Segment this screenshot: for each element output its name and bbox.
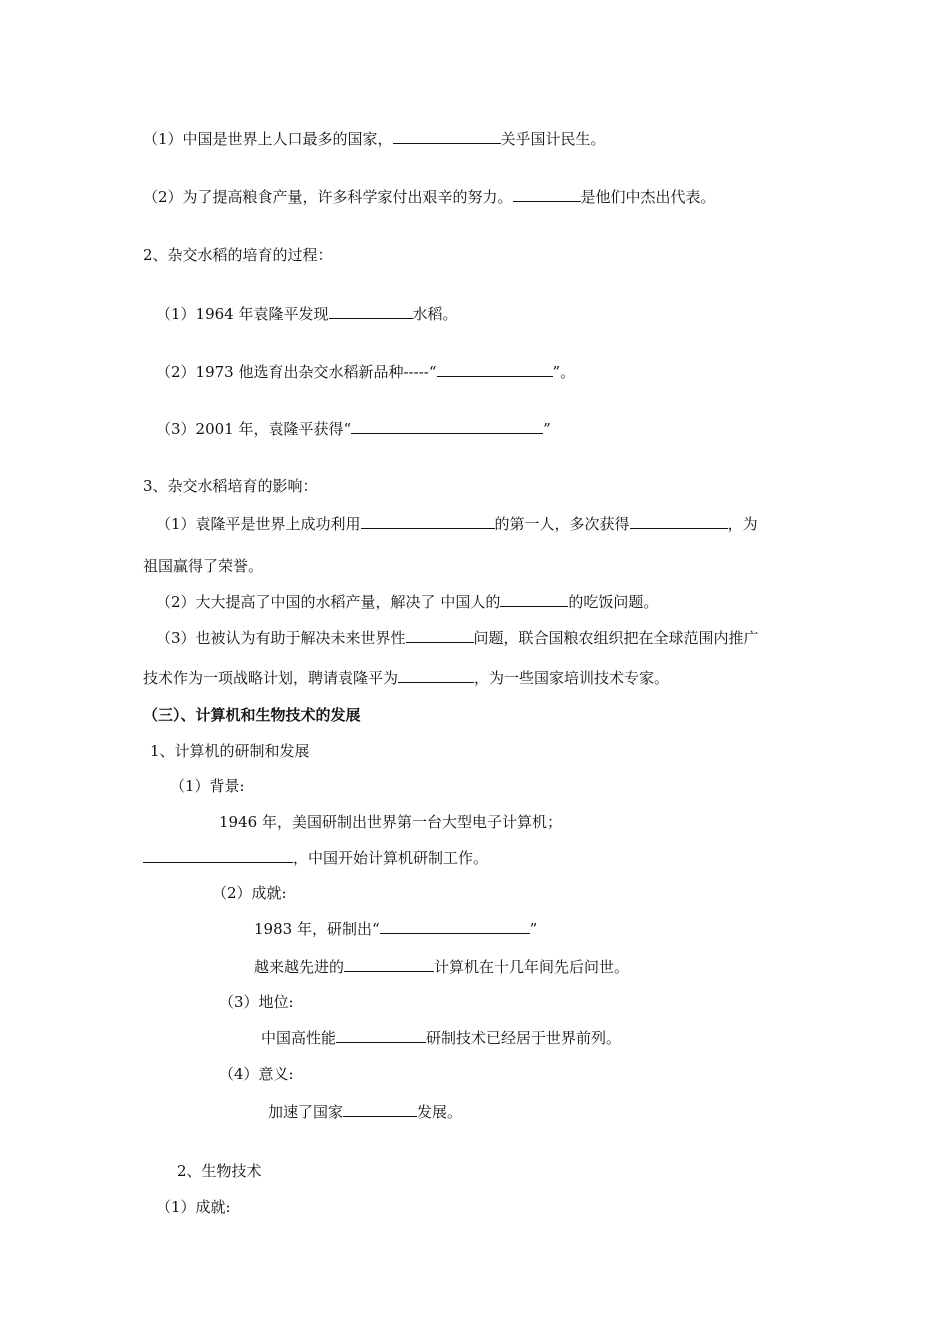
question-line: （1）袁隆平是世界上成功利用 的第一人，多次获得 ，为 — [156, 515, 758, 533]
question-line: （1）1964 年袁隆平发现 水稻。 — [156, 305, 458, 323]
answer-blank[interactable] — [361, 513, 495, 529]
text-line: 1946 年，美国研制出世界第一台大型电子计算机； — [219, 813, 562, 831]
question-line: 中国高性能 研制技术已经居于世界前列。 — [261, 1029, 622, 1047]
section-title: （三）、计算机和生物技术的发展 — [143, 706, 361, 724]
section-heading: 3、杂交水稻培育的影响： — [143, 477, 318, 495]
answer-blank[interactable] — [630, 513, 728, 529]
answer-blank[interactable] — [344, 956, 434, 972]
question-line: 技术作为一项战略计划，聘请袁隆平为 ，为一些国家培训技术专家。 — [143, 669, 670, 687]
sub-heading: （4）意义: — [219, 1065, 294, 1083]
sub-heading: （1）背景: — [170, 777, 245, 795]
question-line: （2）大大提高了中国的水稻产量，解决了 中国人的 的吃饭问题。 — [156, 593, 659, 611]
question-line: （1）中国是世界上人口最多的国家， 关乎国计民生。 — [143, 130, 606, 148]
answer-blank[interactable] — [398, 667, 474, 683]
question-line: （2）1973 他选育出杂交水稻新品种-----“ ”。 — [156, 363, 576, 381]
answer-blank[interactable] — [336, 1027, 426, 1043]
question-line: （2）为了提高粮食产量，许多科学家付出艰辛的努力。 是他们中杰出代表。 — [143, 188, 716, 206]
answer-blank[interactable] — [437, 361, 553, 377]
answer-blank[interactable] — [343, 1101, 417, 1117]
answer-blank[interactable] — [393, 128, 501, 144]
answer-blank[interactable] — [500, 591, 568, 607]
question-line: 加速了国家 发展。 — [268, 1103, 463, 1121]
sub-heading: （2）成就: — [212, 884, 287, 902]
question-line: （3）也被认为有助于解决未来世界性 问题，联合国粮农组织把在全球范围内推广 — [156, 629, 759, 647]
sub-heading: （1）成就: — [156, 1198, 231, 1216]
question-line: （3）2001 年，袁隆平获得“ ” — [156, 420, 551, 438]
answer-blank[interactable] — [143, 847, 293, 863]
answer-blank[interactable] — [406, 627, 474, 643]
section-heading: 1、计算机的研制和发展 — [150, 742, 310, 760]
question-line: 1983 年，研制出“ ” — [254, 920, 538, 938]
question-line: 越来越先进的 计算机在十几年间先后问世。 — [254, 958, 630, 976]
section-heading: 2、杂交水稻的培育的过程： — [143, 246, 333, 264]
answer-blank[interactable] — [351, 418, 543, 434]
text-line: 祖国赢得了荣誉。 — [143, 557, 264, 575]
section-heading: 2、生物技术 — [177, 1162, 262, 1180]
answer-blank[interactable] — [513, 186, 581, 202]
question-line: ，中国开始计算机研制工作。 — [143, 847, 488, 868]
sub-heading: （3）地位: — [219, 993, 294, 1011]
answer-blank[interactable] — [380, 918, 530, 934]
answer-blank[interactable] — [329, 303, 413, 319]
